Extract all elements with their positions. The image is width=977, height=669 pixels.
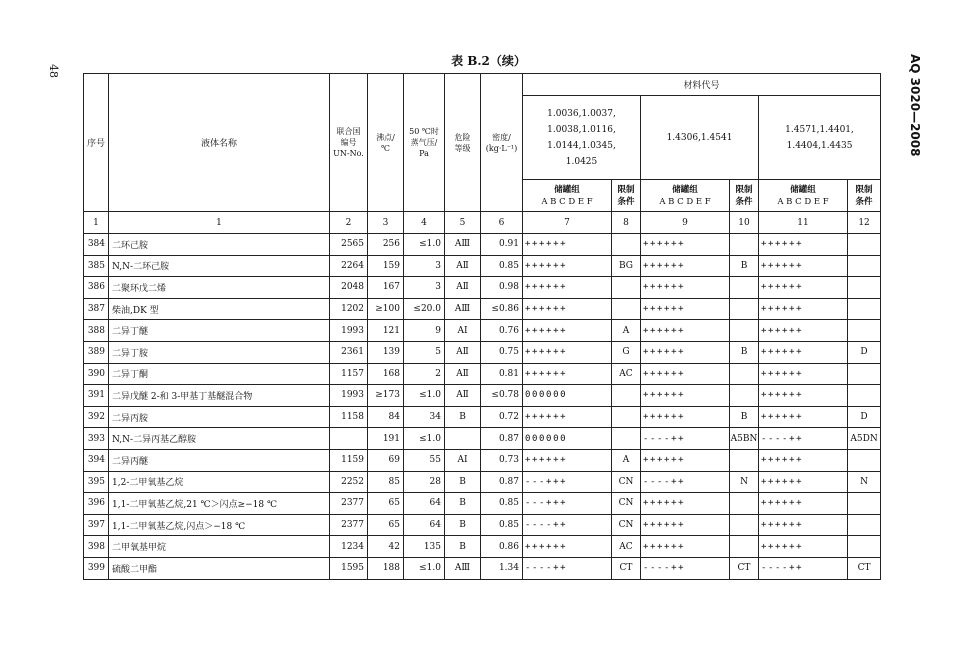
cell-no: 395	[84, 471, 109, 493]
header-tank-group-2: 储罐组 A B C D E F	[641, 180, 730, 212]
cell-vp: 28	[404, 471, 445, 493]
cell-r2	[730, 277, 759, 299]
cell-r3	[848, 255, 881, 277]
cell-d: 0.98	[481, 277, 523, 299]
cell-bp: 42	[368, 536, 404, 558]
cell-r2: B	[730, 341, 759, 363]
header-tank-group-1: 储罐组 A B C D E F	[523, 180, 612, 212]
cell-r1	[612, 234, 641, 256]
cell-r2	[730, 449, 759, 471]
cell-un: 1993	[330, 385, 368, 407]
cell-m3: ++++++	[759, 320, 848, 342]
cell-un: 1202	[330, 298, 368, 320]
cell-r1	[612, 406, 641, 428]
cell-r3	[848, 320, 881, 342]
cell-m3: ++++++	[759, 298, 848, 320]
cell-m2: ++++++	[641, 406, 730, 428]
cell-un: 1234	[330, 536, 368, 558]
column-number: 10	[730, 212, 759, 234]
cell-r2: CT	[730, 557, 759, 579]
cell-m3: ++++++	[759, 341, 848, 363]
cell-m1: ++++++	[523, 536, 612, 558]
header-material-group-2: 1.4306,1.4541	[641, 96, 759, 180]
header-material-group-3: 1.4571,1.4401, 1.4404,1.4435	[759, 96, 881, 180]
table-row	[84, 449, 881, 471]
cell-hz: AⅠ	[445, 449, 481, 471]
table-row	[84, 255, 881, 277]
cell-name: 硫酸二甲酯	[109, 557, 330, 579]
cell-vp: 9	[404, 320, 445, 342]
cell-m3: ++++++	[759, 385, 848, 407]
cell-name: 二异丁胺	[109, 341, 330, 363]
cell-m2: ++++++	[641, 449, 730, 471]
cell-bp: 159	[368, 255, 404, 277]
cell-name: 1,1-二甲氧基乙烷,21 ℃＞闪点≥−18 ℃	[109, 493, 330, 515]
cell-r1	[612, 385, 641, 407]
cell-hz: AⅢ	[445, 557, 481, 579]
cell-r2	[730, 385, 759, 407]
cell-vp: 3	[404, 255, 445, 277]
data-table	[83, 73, 881, 580]
cell-m1: ---+++	[523, 471, 612, 493]
cell-d: 0.72	[481, 406, 523, 428]
cell-r2: N	[730, 471, 759, 493]
cell-m1: ++++++	[523, 255, 612, 277]
cell-m3: ----++	[759, 428, 848, 450]
cell-r3	[848, 298, 881, 320]
cell-no: 398	[84, 536, 109, 558]
cell-m2: ++++++	[641, 341, 730, 363]
cell-name: 二异戊醚 2-和 3-甲基丁基醚混合物	[109, 385, 330, 407]
cell-r3: D	[848, 406, 881, 428]
cell-r1: AC	[612, 363, 641, 385]
cell-hz: AⅡ	[445, 277, 481, 299]
cell-d: 0.85	[481, 493, 523, 515]
column-number: 2	[330, 212, 368, 234]
cell-r1	[612, 298, 641, 320]
cell-hz: AⅢ	[445, 234, 481, 256]
table-row	[84, 536, 881, 558]
cell-un: 2252	[330, 471, 368, 493]
cell-r3: N	[848, 471, 881, 493]
cell-bp: 168	[368, 363, 404, 385]
cell-r1: BG	[612, 255, 641, 277]
table-row	[84, 341, 881, 363]
cell-bp: ≥173	[368, 385, 404, 407]
cell-no: 388	[84, 320, 109, 342]
cell-name: 二甲氧基甲烷	[109, 536, 330, 558]
header-un-no: 联合国 编号 UN-No.	[330, 74, 368, 212]
header-hazard-class: 危险 等级	[445, 74, 481, 212]
cell-r2	[730, 536, 759, 558]
table-row	[84, 428, 881, 450]
cell-r1: CN	[612, 471, 641, 493]
cell-m3: ++++++	[759, 363, 848, 385]
cell-m2: ++++++	[641, 320, 730, 342]
cell-r1: G	[612, 341, 641, 363]
cell-m3: ++++++	[759, 234, 848, 256]
cell-m1: ++++++	[523, 234, 612, 256]
cell-m2: ----++	[641, 428, 730, 450]
cell-m1: ----++	[523, 514, 612, 536]
cell-r2	[730, 298, 759, 320]
cell-r1: A	[612, 449, 641, 471]
cell-vp: 64	[404, 493, 445, 515]
cell-m1: ++++++	[523, 298, 612, 320]
cell-r2: A5BN	[730, 428, 759, 450]
cell-vp: ≤1.0	[404, 428, 445, 450]
column-number: 1	[84, 212, 109, 234]
column-number: 9	[641, 212, 730, 234]
cell-m3: ++++++	[759, 406, 848, 428]
column-number: 7	[523, 212, 612, 234]
cell-d: 0.86	[481, 536, 523, 558]
cell-name: 二异丙醚	[109, 449, 330, 471]
cell-name: 二环己胺	[109, 234, 330, 256]
cell-vp: 2	[404, 363, 445, 385]
cell-m2: ++++++	[641, 514, 730, 536]
cell-m2: ----++	[641, 557, 730, 579]
cell-m2: ++++++	[641, 385, 730, 407]
cell-m3: ++++++	[759, 493, 848, 515]
column-number: 5	[445, 212, 481, 234]
cell-un	[330, 428, 368, 450]
cell-vp: 55	[404, 449, 445, 471]
cell-bp: ≥100	[368, 298, 404, 320]
cell-bp: 191	[368, 428, 404, 450]
cell-r1: CT	[612, 557, 641, 579]
table-title: 表 B.2（续）	[451, 54, 526, 68]
cell-no: 391	[84, 385, 109, 407]
cell-un: 1159	[330, 449, 368, 471]
cell-bp: 167	[368, 277, 404, 299]
cell-bp: 65	[368, 493, 404, 515]
cell-d: 0.91	[481, 234, 523, 256]
header-material-group-1: 1.0036,1.0037, 1.0038,1.0116, 1.0144,1.0345, 1.0425	[523, 96, 641, 180]
cell-r2: B	[730, 406, 759, 428]
cell-hz	[445, 428, 481, 450]
cell-name: 二异丙胺	[109, 406, 330, 428]
cell-r1: AC	[612, 536, 641, 558]
cell-m1: ++++++	[523, 449, 612, 471]
header-tank-group-3: 储罐组 A B C D E F	[759, 180, 848, 212]
cell-r3	[848, 449, 881, 471]
cell-r1: A	[612, 320, 641, 342]
cell-d: 1.34	[481, 557, 523, 579]
cell-un: 2048	[330, 277, 368, 299]
cell-m1: ++++++	[523, 363, 612, 385]
cell-no: 396	[84, 493, 109, 515]
cell-r3	[848, 536, 881, 558]
cell-bp: 139	[368, 341, 404, 363]
column-number: 1	[109, 212, 330, 234]
table-row	[84, 320, 881, 342]
cell-vp: 64	[404, 514, 445, 536]
cell-name: N,N-二环己胺	[109, 255, 330, 277]
cell-hz: AⅢ	[445, 298, 481, 320]
cell-no: 389	[84, 341, 109, 363]
cell-r2	[730, 514, 759, 536]
cell-d: 0.87	[481, 471, 523, 493]
table-row	[84, 471, 881, 493]
cell-vp: ≤1.0	[404, 557, 445, 579]
table-row	[84, 406, 881, 428]
cell-m2: ++++++	[641, 536, 730, 558]
header-boiling-point: 沸点/ ℃	[368, 74, 404, 212]
header-restriction-3: 限制 条件	[848, 180, 881, 212]
cell-m1: 000000	[523, 428, 612, 450]
cell-vp: ≤20.0	[404, 298, 445, 320]
cell-r1: CN	[612, 514, 641, 536]
cell-d: 0.81	[481, 363, 523, 385]
cell-name: 二异丁醚	[109, 320, 330, 342]
cell-name: 柴油,DK 型	[109, 298, 330, 320]
header-restriction-2: 限制 条件	[730, 180, 759, 212]
cell-m2: ++++++	[641, 493, 730, 515]
cell-r1	[612, 428, 641, 450]
column-number: 12	[848, 212, 881, 234]
table-row	[84, 385, 881, 407]
table-row	[84, 514, 881, 536]
cell-un: 2361	[330, 341, 368, 363]
cell-name: 二异丁酮	[109, 363, 330, 385]
cell-name: N,N-二异丙基乙醇胺	[109, 428, 330, 450]
cell-d: 0.75	[481, 341, 523, 363]
cell-m2: ++++++	[641, 234, 730, 256]
column-number: 3	[368, 212, 404, 234]
cell-r3	[848, 234, 881, 256]
standard-code: AQ 3020—2008	[908, 54, 922, 157]
cell-hz: B	[445, 514, 481, 536]
cell-m3: ++++++	[759, 536, 848, 558]
cell-m1: ++++++	[523, 406, 612, 428]
cell-name: 二聚环戊二烯	[109, 277, 330, 299]
header-material-code: 材料代号	[523, 74, 881, 96]
column-number: 4	[404, 212, 445, 234]
cell-vp: ≤1.0	[404, 385, 445, 407]
header-density: 密度/ (kg·L⁻¹)	[481, 74, 523, 212]
cell-m2: ++++++	[641, 298, 730, 320]
cell-no: 393	[84, 428, 109, 450]
cell-vp: 3	[404, 277, 445, 299]
column-number: 8	[612, 212, 641, 234]
cell-bp: 84	[368, 406, 404, 428]
header-liquid-name: 液体名称	[109, 74, 330, 212]
table-row	[84, 234, 881, 256]
cell-d: 0.85	[481, 514, 523, 536]
cell-r1	[612, 277, 641, 299]
cell-no: 399	[84, 557, 109, 579]
cell-m3: ++++++	[759, 449, 848, 471]
cell-m1: ++++++	[523, 341, 612, 363]
cell-d: ≤0.78	[481, 385, 523, 407]
cell-r2	[730, 234, 759, 256]
cell-m1: ++++++	[523, 320, 612, 342]
header-seq: 序号	[84, 74, 109, 212]
table-row	[84, 298, 881, 320]
header-vapour-pressure: 50 ℃时 蒸气压/ Pa	[404, 74, 445, 212]
cell-vp: 135	[404, 536, 445, 558]
cell-r3	[848, 514, 881, 536]
cell-bp: 121	[368, 320, 404, 342]
cell-no: 387	[84, 298, 109, 320]
cell-r3	[848, 493, 881, 515]
cell-m3: ++++++	[759, 471, 848, 493]
cell-no: 390	[84, 363, 109, 385]
cell-r3: A5DN	[848, 428, 881, 450]
cell-hz: B	[445, 471, 481, 493]
cell-m2: ++++++	[641, 255, 730, 277]
cell-un: 1993	[330, 320, 368, 342]
cell-un: 2565	[330, 234, 368, 256]
cell-r3: CT	[848, 557, 881, 579]
cell-m1: ---+++	[523, 493, 612, 515]
header-restriction-1: 限制 条件	[612, 180, 641, 212]
cell-vp: ≤1.0	[404, 234, 445, 256]
cell-vp: 34	[404, 406, 445, 428]
cell-r2: B	[730, 255, 759, 277]
column-number: 11	[759, 212, 848, 234]
cell-r3	[848, 385, 881, 407]
cell-m3: ++++++	[759, 255, 848, 277]
cell-r3: D	[848, 341, 881, 363]
cell-bp: 256	[368, 234, 404, 256]
cell-d: ≤0.86	[481, 298, 523, 320]
table-row	[84, 363, 881, 385]
cell-m3: ++++++	[759, 514, 848, 536]
cell-r2	[730, 320, 759, 342]
table-row	[84, 557, 881, 579]
cell-r2	[730, 363, 759, 385]
cell-no: 384	[84, 234, 109, 256]
cell-hz: B	[445, 536, 481, 558]
page-number: 48	[47, 64, 60, 78]
cell-name: 1,2-二甲氧基乙烷	[109, 471, 330, 493]
cell-un: 1157	[330, 363, 368, 385]
cell-m3: ----++	[759, 557, 848, 579]
cell-vp: 5	[404, 341, 445, 363]
cell-r3	[848, 363, 881, 385]
cell-m2: ++++++	[641, 277, 730, 299]
cell-hz: B	[445, 406, 481, 428]
cell-m1: ++++++	[523, 277, 612, 299]
cell-bp: 69	[368, 449, 404, 471]
cell-bp: 188	[368, 557, 404, 579]
cell-un: 2264	[330, 255, 368, 277]
cell-bp: 65	[368, 514, 404, 536]
cell-un: 2377	[330, 493, 368, 515]
cell-bp: 85	[368, 471, 404, 493]
cell-m1: ----++	[523, 557, 612, 579]
table-row	[84, 277, 881, 299]
cell-d: 0.73	[481, 449, 523, 471]
cell-m1: 000000	[523, 385, 612, 407]
cell-d: 0.85	[481, 255, 523, 277]
cell-un: 2377	[330, 514, 368, 536]
cell-m2: ++++++	[641, 363, 730, 385]
cell-no: 385	[84, 255, 109, 277]
cell-hz: AⅡ	[445, 385, 481, 407]
cell-name: 1,1-二甲氧基乙烷,闪点＞−18 ℃	[109, 514, 330, 536]
cell-no: 394	[84, 449, 109, 471]
cell-r2	[730, 493, 759, 515]
cell-r3	[848, 277, 881, 299]
cell-hz: B	[445, 493, 481, 515]
cell-un: 1595	[330, 557, 368, 579]
cell-hz: AⅠ	[445, 320, 481, 342]
cell-no: 386	[84, 277, 109, 299]
cell-d: 0.87	[481, 428, 523, 450]
cell-hz: AⅡ	[445, 363, 481, 385]
cell-no: 392	[84, 406, 109, 428]
cell-hz: AⅡ	[445, 255, 481, 277]
cell-m2: ----++	[641, 471, 730, 493]
cell-d: 0.76	[481, 320, 523, 342]
cell-hz: AⅡ	[445, 341, 481, 363]
cell-no: 397	[84, 514, 109, 536]
column-number: 6	[481, 212, 523, 234]
cell-m3: ++++++	[759, 277, 848, 299]
cell-un: 1158	[330, 406, 368, 428]
cell-r1: CN	[612, 493, 641, 515]
table-row	[84, 493, 881, 515]
